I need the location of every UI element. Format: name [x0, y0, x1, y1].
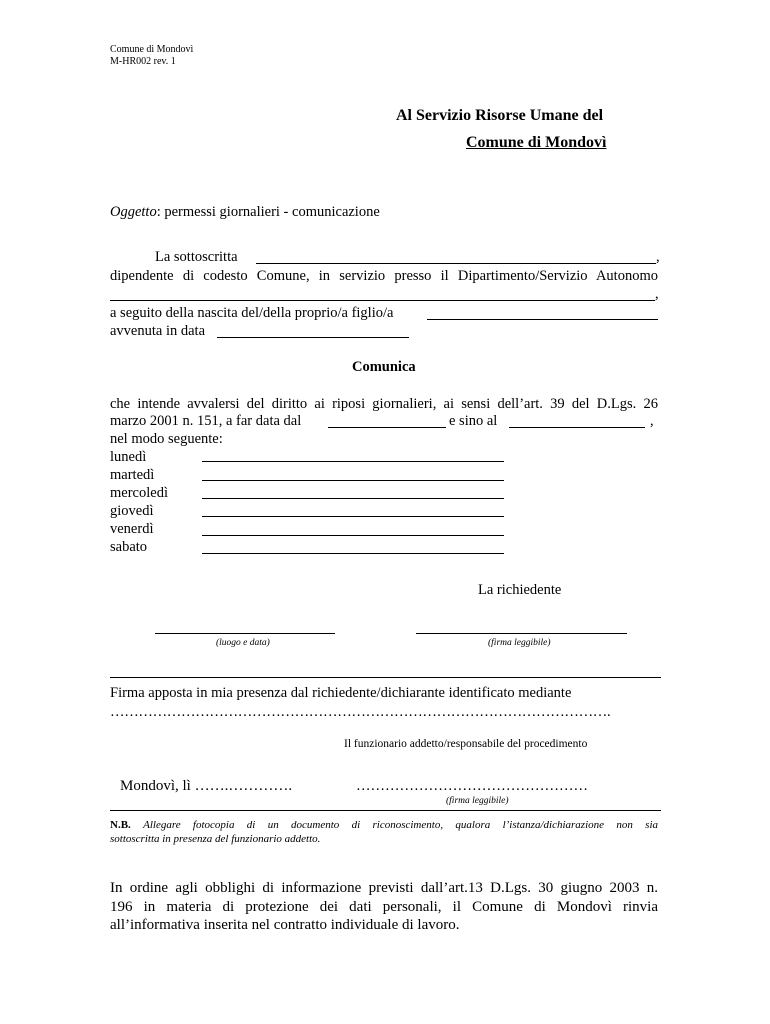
- day-label-tuesday: martedì: [110, 467, 155, 483]
- witness-bottom-rule: [110, 810, 661, 811]
- signature-field-line[interactable]: [416, 633, 627, 634]
- signature-caption: (firma leggibile): [488, 638, 551, 648]
- witness-signature-dots: …………………………………………: [356, 778, 588, 794]
- witness-top-rule: [110, 677, 661, 678]
- note-text-1: Allegare fotocopia di un documento di riconoscimento, qualora l’istanza/dichiarazione non sia: [143, 819, 659, 831]
- birth-date-field-line[interactable]: [217, 337, 409, 338]
- end-date-field-line[interactable]: [509, 427, 645, 428]
- note-line-2: sottoscritta in presenza del funzionario addetto.: [110, 833, 321, 845]
- section-title: Comunica: [352, 359, 416, 375]
- place-date-caption: (luogo e data): [216, 638, 270, 648]
- day-field-tuesday[interactable]: [202, 480, 504, 481]
- day-label-thursday: giovedì: [110, 503, 154, 519]
- day-label-saturday: sabato: [110, 539, 148, 555]
- day-label-monday: lunedì: [110, 449, 147, 465]
- witness-place: Mondovì, lì …….………….: [120, 778, 293, 794]
- intro-name-label: La sottoscritta: [155, 249, 238, 265]
- witness-official: Il funzionario addetto/responsabile del procedimento: [344, 738, 588, 750]
- day-field-friday[interactable]: [202, 535, 504, 536]
- intro-name-comma: ,: [656, 249, 660, 265]
- child-field-line[interactable]: [427, 319, 658, 320]
- day-label-wednesday: mercoledì: [110, 485, 168, 501]
- start-date-field-line[interactable]: [328, 427, 446, 428]
- body-line-3: nel modo seguente:: [110, 431, 223, 447]
- name-field-line[interactable]: [256, 263, 656, 264]
- intro-line-2: dipendente di codesto Comune, in servizio presso il Dipartimento/Servizio Autonomo: [110, 268, 658, 284]
- privacy-line-3: all’informativa inserita nel contratto individuale di lavoro.: [110, 917, 460, 933]
- note-line-1: [110, 819, 658, 831]
- privacy-line-2: 196 in materia di protezione dei dati personali, il Comune di Mondovì rinvia: [110, 899, 658, 915]
- day-field-wednesday[interactable]: [202, 498, 504, 499]
- intro-line-4: a seguito della nascita del/della proprio/a figlio/a: [110, 305, 394, 321]
- day-field-thursday[interactable]: [202, 516, 504, 517]
- witness-caption: (firma leggibile): [446, 796, 509, 806]
- recipient-line-1: Al Servizio Risorse Umane del: [396, 107, 604, 124]
- body-line-2b: e sino al: [449, 413, 498, 429]
- department-field-line[interactable]: [110, 300, 655, 301]
- witness-line-1: Firma apposta in mia presenza dal richiedente/dichiarante identificato mediante: [110, 685, 572, 701]
- subject-text: : permessi giornalieri - comunicazione: [156, 204, 380, 220]
- intro-line-5: avvenuta in data: [110, 323, 206, 339]
- day-field-monday[interactable]: [202, 461, 504, 462]
- department-comma: ,: [655, 286, 659, 302]
- body-line-1: che intende avvalersi del diritto ai riposi giornalieri, ai sensi dell’art. 39 del D.Lgs. 26: [110, 396, 658, 412]
- day-field-saturday[interactable]: [202, 553, 504, 554]
- signature-label: La richiedente: [478, 582, 562, 598]
- header-form-code: M-HR002 rev. 1: [110, 56, 176, 67]
- note-label: N.B.: [110, 819, 131, 831]
- privacy-line-1: In ordine agli obblighi di informazione previsti dall’art.13 D.Lgs. 30 giugno 2003 n.: [110, 880, 658, 896]
- body-line-2a: marzo 2001 n. 151, a far data dal: [110, 413, 302, 429]
- header-municipality: Comune di Mondovì: [110, 44, 194, 55]
- recipient-line-2: Comune di Mondovì: [466, 134, 607, 151]
- subject-label: Oggetto: [110, 204, 157, 220]
- day-label-friday: venerdì: [110, 521, 154, 537]
- body-line-2c: ,: [650, 413, 654, 429]
- place-date-field-line[interactable]: [155, 633, 335, 634]
- witness-dots: …………………………………………………………………………………………….: [110, 704, 611, 720]
- subject: [110, 204, 380, 221]
